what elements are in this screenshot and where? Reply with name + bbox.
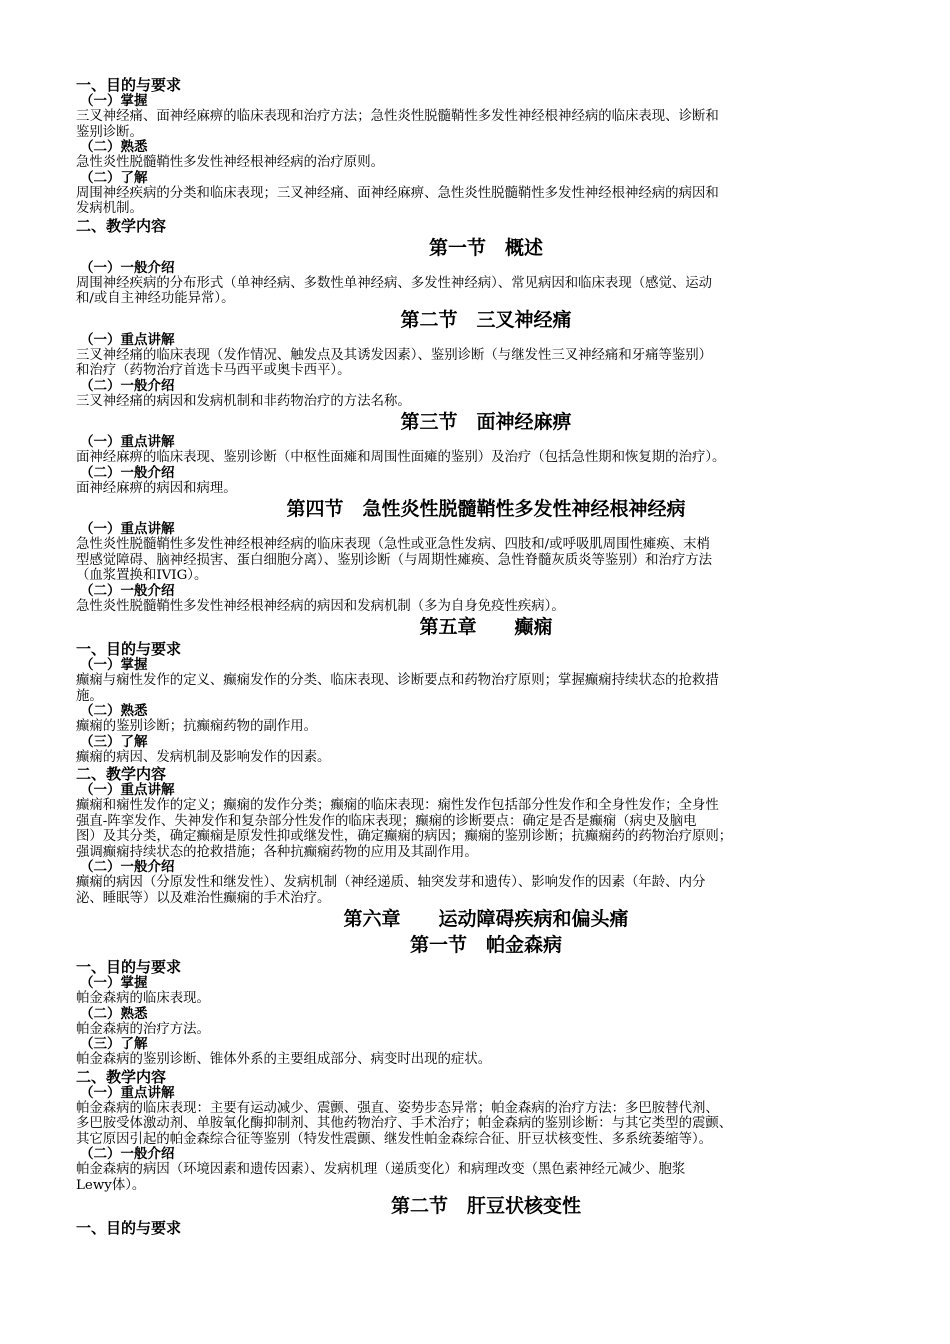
heading-level-1: 二、教学内容 <box>76 1067 167 1086</box>
heading-level-2: （一）重点讲解 <box>80 1084 175 1101</box>
paragraph-line: 癫痫和痫性发作的定义；癫痫的发作分类；癫痫的临床表现：痫性发作包括部分性发作和全身性发作；全身性 <box>76 798 719 813</box>
paragraph-line: 图）及其分类，确定癫痫是原发性抑或继发性，确定癫痫的病因；癫痫的鉴别诊断；抗癫痫药的药物治疗原则； <box>76 829 733 844</box>
heading-level-2: （一）重点讲解 <box>80 782 175 798</box>
paragraph-line: 型感觉障碍、脑神经损害、蛋白细胞分离）、鉴别诊断（与周期性瘫痪、急性脊髓灰质炎等鉴别）和治疗方法 <box>76 552 713 568</box>
heading-level-1: 二、教学内容 <box>76 765 167 783</box>
paragraph-line: 癫痫与痫性发作的定义、癫痫发作的分类、临床表现、诊断要点和药物治疗原则；掌握癫痫持续状态的抢救措 <box>76 673 719 688</box>
heading-level-2: （二）熟悉 <box>80 139 148 155</box>
heading-level-2: （二）了解 <box>80 169 148 186</box>
paragraph-line: Lewy体）。 <box>76 1177 146 1193</box>
heading-level-2: （一）掌握 <box>80 93 148 109</box>
paragraph-line: 发病机制。 <box>76 201 143 216</box>
paragraph-line: 和治疗（药物治疗首选卡马西平或奥卡西平）。 <box>76 363 351 378</box>
heading-level-2: （二）一般介绍 <box>80 859 175 875</box>
paragraph-line: 帕金森病的病因（环境因素和遗传因素）、发病机理（递质变化）和病理改变（黑色素神经元减少、胞浆 <box>76 1162 686 1177</box>
heading-level-2: （二）一般介绍 <box>80 582 175 599</box>
paragraph-line: 急性炎性脱髓鞘性多发性神经根神经病的病因和发病机制（多为自身免疫性疾病）。 <box>76 598 565 614</box>
paragraph-line: 帕金森病的鉴别诊断、锥体外系的主要组成部分、病变时出现的症状。 <box>76 1052 492 1067</box>
paragraph-line: 癫痫的病因（分原发性和继发性）、发病机制（神经递质、轴突发芽和遗传）、影响发作的因素（年龄、内分 <box>76 875 706 890</box>
paragraph-line: 三叉神经痛的临床表现（发作情况、触发点及其诱发因素）、鉴别诊断（与继发性三叉神经痛和牙痛等鉴别） <box>76 347 713 363</box>
paragraph-line: 泌、睡眠等）以及难治性癫痫的手术治疗。 <box>76 890 331 906</box>
paragraph-line: 三叉神经痛、面神经麻痹的临床表现和治疗方法；急性炎性脱髓鞘性多发性神经根神经病的临床表现、诊断和 <box>76 109 719 124</box>
heading-level-1: 一、目的与要求 <box>76 958 182 976</box>
paragraph-line: 强调癫痫持续状态的抢救措施；各种抗癫痫药物的应用及其副作用。 <box>76 844 478 860</box>
paragraph-line: 施。 <box>76 688 103 704</box>
heading-level-2: （一）掌握 <box>80 975 148 991</box>
heading-level-2: （二）一般介绍 <box>80 1146 175 1162</box>
heading-level-2: （三）了解 <box>80 1036 148 1052</box>
section-title: 第二节 肝豆状核变性 <box>390 1195 581 1217</box>
paragraph-line: 多巴胺受体激动剂、单胺氧化酶抑制剂、其他药物治疗、手术治疗；帕金森病的鉴别诊断：与其它类型的震颤、 <box>76 1116 733 1131</box>
section-title: 第一节 概述 <box>428 236 543 259</box>
heading-level-2: （一）重点讲解 <box>80 521 175 537</box>
paragraph-line: 急性炎性脱髓鞘性多发性神经根神经病的临床表现（急性或亚急性发病、四肢和/或呼吸肌周围性瘫痪、末梢 <box>76 537 710 552</box>
section-title: 第一节 帕金森病 <box>409 934 562 956</box>
paragraph-line: 帕金森病的临床表现。 <box>76 991 210 1006</box>
paragraph-line: 帕金森病的治疗方法。 <box>76 1021 210 1037</box>
heading-level-2: （二）熟悉 <box>80 1005 148 1022</box>
paragraph-line: 强直-阵挛发作、失神发作和复杂部分性发作的临床表现；癫痫的诊断要点：确定是否是癫痫（病史及脑电 <box>76 813 697 829</box>
paragraph-line: 帕金森病的临床表现：主要有运动减少、震颤、强直、姿势步态异常；帕金森病的治疗方法：多巴胺替代剂、 <box>76 1100 719 1116</box>
heading-level-2: （一）重点讲解 <box>80 331 175 348</box>
heading-level-2: （二）一般介绍 <box>80 464 175 481</box>
paragraph-line: 其它原因引起的帕金森综合征等鉴别（特发性震颤、继发性帕金森综合征、肝豆状核变性、多系统萎缩等）。 <box>76 1131 713 1147</box>
heading-level-2: （三）了解 <box>80 733 148 750</box>
heading-level-2: （一）掌握 <box>80 657 148 673</box>
heading-level-2: （二）熟悉 <box>80 703 148 719</box>
heading-level-2: （一）重点讲解 <box>80 434 175 450</box>
heading-level-1: 一、目的与要求 <box>76 76 182 94</box>
heading-level-1: 一、目的与要求 <box>76 640 182 658</box>
heading-level-1: 二、教学内容 <box>76 216 167 235</box>
paragraph-line: 面神经麻痹的病因和病理。 <box>76 480 237 496</box>
section-title: 第二节 三叉神经痛 <box>400 308 572 331</box>
paragraph-line: 周围神经疾病的分类和临床表现；三叉神经痛、面神经麻痹、急性炎性脱髓鞘性多发性神经根神经病的病因和 <box>76 185 719 201</box>
paragraph-line: 和/或自主神经功能异常）。 <box>76 291 235 306</box>
heading-level-2: （二）一般介绍 <box>80 377 175 394</box>
section-title: 第三节 面神经麻痹 <box>400 411 572 433</box>
paragraph-line: 鉴别诊断。 <box>76 124 143 140</box>
section-title: 第四节 急性炎性脱髓鞘性多发性神经根神经病 <box>286 498 686 520</box>
section-title: 第五章 癫痫 <box>419 616 553 638</box>
section-title: 第六章 运动障碍疾病和偏头痛 <box>343 908 629 930</box>
paragraph-line: 周围神经疾病的分布形式（单神经病、多数性单神经病、多发性神经病）、常见病因和临床表现（感觉、运动 <box>76 275 713 291</box>
heading-level-2: （一）一般介绍 <box>80 259 175 276</box>
paragraph-line: 急性炎性脱髓鞘性多发性神经根神经病的治疗原则。 <box>76 155 384 170</box>
document-page <box>76 76 896 1237</box>
paragraph-line: 癫痫的病因、发病机制及影响发作的因素。 <box>76 749 331 765</box>
paragraph-line: 面神经麻痹的临床表现、鉴别诊断（中枢性面瘫和周围性面瘫的鉴别）及治疗（包括急性期和恢复期的治疗）。 <box>76 450 726 465</box>
paragraph-line: 癫痫的鉴别诊断；抗癫痫药物的副作用。 <box>76 719 318 734</box>
heading-level-1: 一、目的与要求 <box>76 1219 182 1237</box>
paragraph-line: （血浆置换和IVIG）。 <box>76 568 208 583</box>
paragraph-line: 三叉神经痛的病因和发病机制和非药物治疗的方法名称。 <box>76 393 411 409</box>
